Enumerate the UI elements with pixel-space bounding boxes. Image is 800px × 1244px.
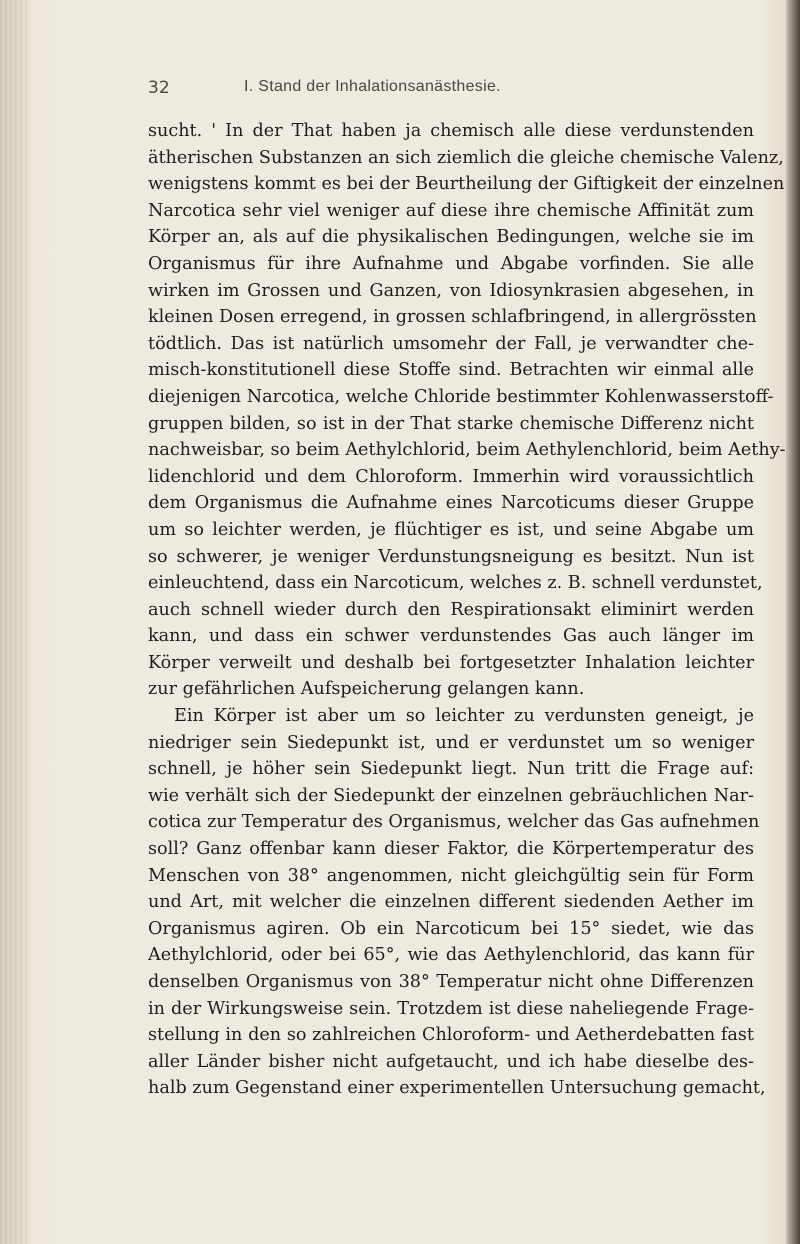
text-line: diejenigen Narcotica, welche Chloride bestimmter Kohlenwasserstoff- bbox=[148, 386, 774, 407]
text-line: lidenchlorid und dem Chloroform. Immerhin wird voraussichtlich bbox=[148, 466, 754, 487]
text-line: denselben Organismus von 38° Temperatur nicht ohne Differenzen bbox=[148, 972, 754, 992]
text-line: Ein Körper ist aber um so leichter zu verdunsten geneigt, je bbox=[174, 706, 754, 727]
page-gutter-shadow bbox=[0, 0, 30, 1244]
running-head: I. Stand der Inhalationsanästhesie. bbox=[244, 78, 501, 95]
text-line: Organismus agiren. Ob ein Narcoticum bei 15° siedet, wie das bbox=[148, 918, 754, 939]
text-line: dem Organismus die Aufnahme eines Narcoticums dieser Gruppe bbox=[148, 493, 754, 514]
text-line: ätherischen Substanzen an sich ziemlich die gleiche chemische Valenz, bbox=[148, 147, 784, 168]
text-line: Menschen von 38° angenommen, nicht gleichgültig sein für Form bbox=[148, 865, 754, 886]
text-line: Narcotica sehr viel weniger auf diese ihre chemische Affinität zum bbox=[148, 200, 754, 221]
text-line: Aethylchlorid, oder bei 65°, wie das Aethylenchlorid, das kann für bbox=[148, 945, 754, 966]
page-header bbox=[148, 78, 618, 104]
text-line: wirken im Grossen und Ganzen, von Idiosynkrasien abgesehen, in bbox=[148, 280, 754, 301]
text-line: Körper verweilt und deshalb bei fortgesetzter Inhalation leichter bbox=[148, 652, 754, 673]
text-line: Körper an, als auf die physikalischen Bedingungen, welche sie im bbox=[148, 227, 754, 248]
text-line: stellung in den so zahlreichen Chloroform- und Aetherdebatten fast bbox=[148, 1025, 754, 1046]
text-line: wenigstens kommt es bei der Beurtheilung der Giftigkeit der einzelnen bbox=[148, 174, 785, 195]
text-line: wie verhält sich der Siedepunkt der einzelnen gebräuchlichen Nar- bbox=[148, 785, 754, 806]
body-text bbox=[148, 118, 786, 1102]
page-number: 32 bbox=[148, 78, 170, 98]
text-line: und Art, mit welcher die einzelnen different siedenden Aether im bbox=[148, 892, 754, 913]
text-line: aller Länder bisher nicht aufgetaucht, und ich habe dieselbe des- bbox=[148, 1051, 754, 1072]
text-line: so schwerer, je weniger Verdunstungsneigung es besitzt. Nun ist bbox=[148, 546, 754, 567]
text-line: zur gefährlichen Aufspeicherung gelangen kann. bbox=[148, 679, 585, 700]
text-line: schnell, je höher sein Siedepunkt liegt. Nun tritt die Frage auf: bbox=[148, 759, 754, 780]
text-line: nachweisbar, so beim Aethylchlorid, beim Aethylenchlorid, beim Aethy- bbox=[148, 440, 786, 461]
text-line: auch schnell wieder durch den Respirationsakt eliminirt werden bbox=[148, 599, 754, 620]
page-edge-shadow bbox=[786, 0, 800, 1244]
text-line: soll? Ganz offenbar kann dieser Faktor, die Körpertemperatur des bbox=[148, 839, 754, 860]
text-line: einleuchtend, dass ein Narcoticum, welches z. B. schnell verdunstet, bbox=[148, 573, 763, 594]
text-line: in der Wirkungsweise sein. Trotzdem ist diese naheliegende Frage- bbox=[148, 998, 754, 1019]
text-line: gruppen bilden, so ist in der That starke chemische Differenz nicht bbox=[148, 413, 754, 434]
text-line: um so leichter werden, je flüchtiger es ist, und seine Abgabe um bbox=[148, 519, 754, 540]
text-line: tödtlich. Das ist natürlich umsomehr der Fall, je verwandter che- bbox=[148, 333, 754, 354]
text-line: misch-konstitutionell diese Stoffe sind. Betrachten wir einmal alle bbox=[148, 360, 754, 381]
text-line: niedriger sein Siedepunkt ist, und er verdunstet um so weniger bbox=[148, 732, 754, 753]
text-line: sucht. ' In der That haben ja chemisch alle diese verdunstenden bbox=[148, 121, 754, 141]
text-line: Organismus für ihre Aufnahme und Abgabe vorfinden. Sie alle bbox=[148, 253, 754, 274]
text-line: cotica zur Temperatur des Organismus, welcher das Gas aufnehmen bbox=[148, 812, 760, 833]
text-line: halb zum Gegenstand einer experimentellen Untersuchung gemacht, bbox=[148, 1078, 766, 1099]
text-line: kleinen Dosen erregend, in grossen schlafbringend, in allergrössten bbox=[148, 307, 757, 328]
text-line: kann, und dass ein schwer verdunstendes Gas auch länger im bbox=[148, 626, 754, 647]
